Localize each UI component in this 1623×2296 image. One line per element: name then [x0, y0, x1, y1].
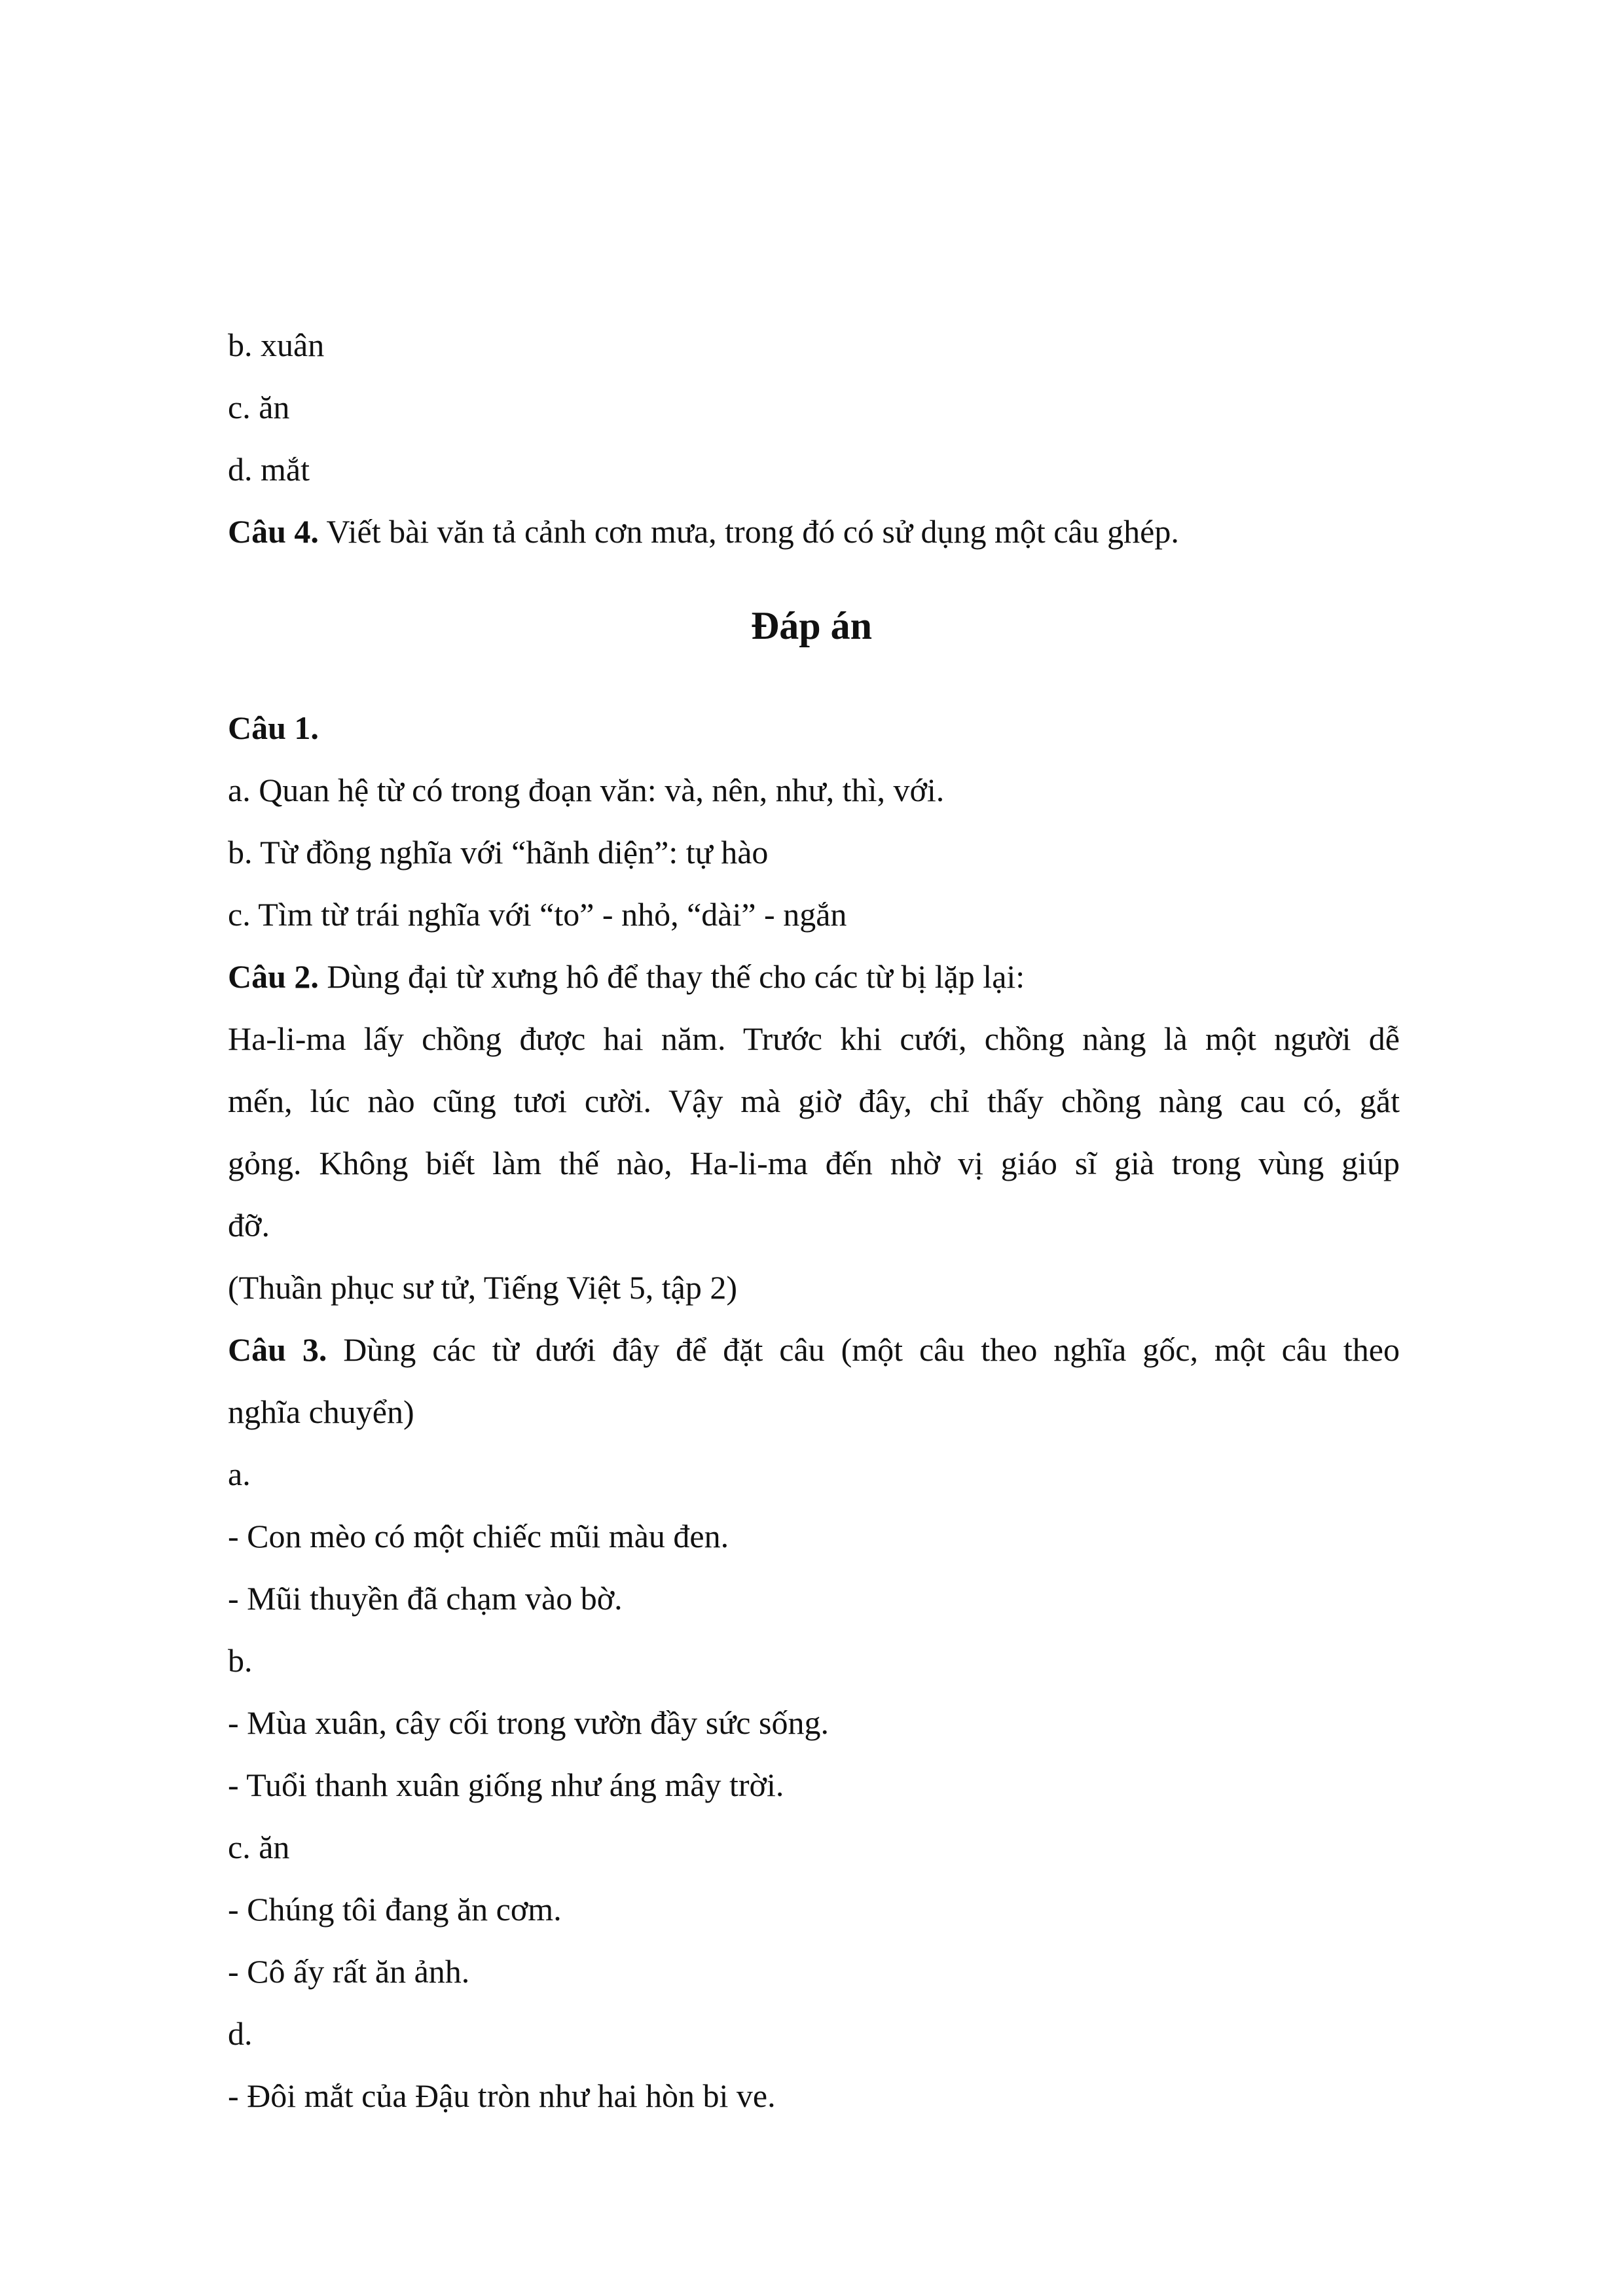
option-d: d. mắt — [228, 451, 310, 488]
answer-3c-label: c. ăn — [228, 1829, 290, 1865]
answer-3b-label: b. — [228, 1642, 253, 1679]
answer-3c-sentence-1: - Chúng tôi đang ăn cơm. — [228, 1891, 562, 1928]
answer-2-paragraph-line-4: đỡ. — [228, 1207, 270, 1244]
answer-3b-sentence-2: - Tuổi thanh xuân giống như áng mây trời. — [228, 1767, 784, 1803]
answer-2 — [228, 957, 1025, 996]
answer-3-text-line-2: nghĩa chuyển) — [228, 1393, 414, 1430]
answer-3-text: Dùng các từ dưới đây để đặt câu (một câu theo nghĩa gốc, một câu theo — [327, 1331, 1400, 1368]
answer-3c-sentence-2: - Cô ấy rất ăn ảnh. — [228, 1953, 470, 1990]
answer-2-paragraph-line-3: gỏng. Không biết làm thế nào, Ha-li-ma đến nhờ vị giáo sĩ già trong vùng giúp — [228, 1145, 1400, 1181]
answer-2-source: (Thuần phục sư tử, Tiếng Việt 5, tập 2) — [228, 1269, 738, 1306]
answer-3a-sentence-1: - Con mèo có một chiếc mũi màu đen. — [228, 1518, 729, 1554]
answer-title: Đáp án — [750, 604, 873, 647]
answer-2-paragraph-line-1: Ha-li-ma lấy chồng được hai năm. Trước khi cưới, chồng nàng là một người dễ — [228, 1020, 1400, 1057]
answer-3b-sentence-1: - Mùa xuân, cây cối trong vườn đầy sức sống. — [228, 1704, 829, 1741]
answer-3a-label: a. — [228, 1456, 251, 1492]
question-4-label: Câu 4. — [228, 513, 319, 550]
answer-3d-sentence-1: - Đôi mắt của Đậu tròn như hai hòn bi ve. — [228, 2077, 776, 2114]
answer-1-label: Câu 1. — [228, 709, 319, 746]
answer-1c: c. Tìm từ trái nghĩa với “to” - nhỏ, “dài” - ngắn — [228, 896, 847, 933]
answer-2-label: Câu 2. — [228, 958, 319, 995]
question-4 — [228, 512, 1179, 551]
question-4-text: Viết bài văn tả cảnh cơn mưa, trong đó có sử dụng một câu ghép. — [318, 513, 1179, 550]
answer-1b: b. Từ đồng nghĩa với “hãnh diện”: tự hào — [228, 834, 769, 870]
answer-3d-label: d. — [228, 2015, 253, 2052]
option-c: c. ăn — [228, 389, 290, 425]
answer-3a-sentence-2: - Mũi thuyền đã chạm vào bờ. — [228, 1580, 623, 1617]
answer-2-paragraph-line-2: mến, lúc nào cũng tươi cười. Vậy mà giờ đây, chỉ thấy chồng nàng cau có, gắt — [228, 1083, 1400, 1119]
answer-3-label: Câu 3. — [228, 1331, 327, 1368]
answer-1a: a. Quan hệ từ có trong đoạn văn: và, nên, như, thì, với. — [228, 772, 945, 808]
option-b: b. xuân — [228, 327, 325, 363]
answer-2-text: Dùng đại từ xưng hô để thay thế cho các từ bị lặp lại: — [318, 958, 1025, 995]
answer-3 — [228, 1330, 1400, 1369]
